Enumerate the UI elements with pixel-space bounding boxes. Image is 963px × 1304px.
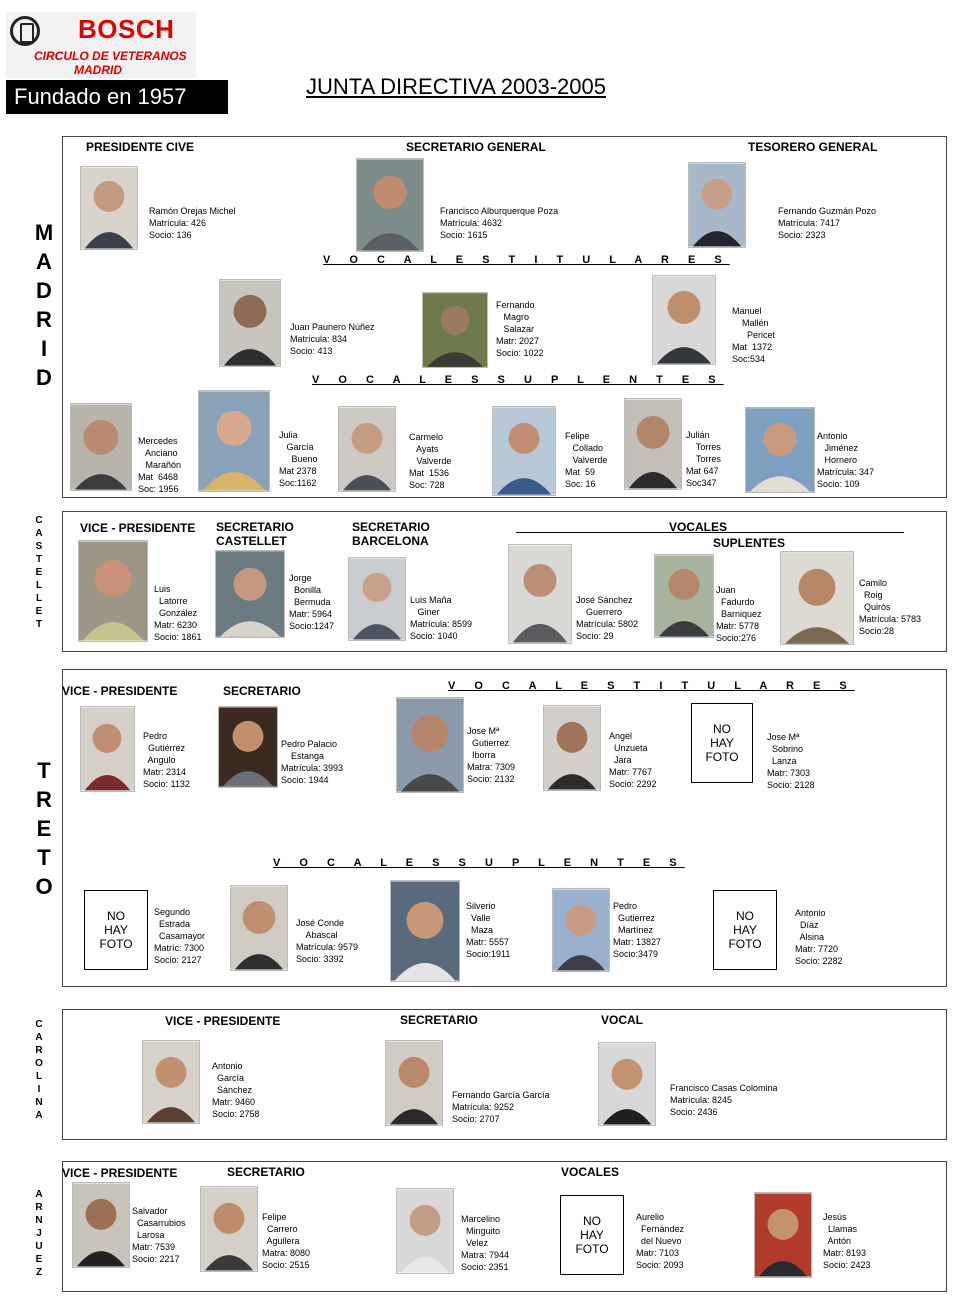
section-label-arnjuez: A R N J U E Z (35, 1189, 43, 1278)
member-photo (338, 406, 396, 492)
heading-presidente: PRESIDENTE CIVE (86, 140, 195, 154)
member-info: Mercedes Anciano Marañón Mat 6468 Soc: 1956 (138, 436, 182, 494)
member-info: Salvador Casarrubios Larosa Matr: 7539 Socio: 2217 (132, 1206, 186, 1264)
member-photo (230, 885, 288, 971)
heading-tesorero-general: TESORERO GENERAL (748, 140, 878, 154)
member-info: Manuel Mallén Pericet Mat 1372 Soc:534 (732, 306, 776, 364)
no-photo-placeholder: NO HAY FOTO (560, 1195, 624, 1275)
member-info: José Sánchez Guerrero Matrícula: 5802 Socio: 29 (576, 595, 639, 641)
member-info: Francisco Alburquerque Poza Matrícula: 4632 Socio: 1615 (440, 206, 559, 240)
member-info: Carmelo Ayats Valverde Mat 1536 Soc: 728 (409, 432, 452, 490)
member-photo (215, 550, 285, 638)
member-info: Julia García Bueno Mat 2378 Soc:1162 (279, 430, 318, 488)
member-info: Segundo Estrada Casamayor Matríc: 7300 Socio: 2127 (154, 907, 206, 965)
heading-vocales-titulares: V O C A L E S T I T U L A R E S (448, 680, 855, 692)
member-photo (654, 554, 714, 638)
heading-vocales: VOCALES (669, 520, 728, 534)
member-photo (219, 279, 281, 367)
member-info: Angel Unzueta Jara Matr: 7767 Socio: 2292 (609, 731, 657, 789)
member-photo (745, 407, 815, 493)
section-label-carolina: C A R O L I N A (35, 1019, 43, 1121)
logo-word: BOSCH (78, 14, 175, 44)
member-info: Pedro Palacio Estanga Matrícula: 3993 Socio: 1944 (281, 739, 344, 785)
member-photo (198, 390, 270, 492)
member-photo (396, 697, 464, 793)
member-photo (552, 888, 610, 972)
heading-secretario-general: SECRETARIO GENERAL (406, 140, 546, 154)
heading-vice-presidente: VICE - PRESIDENTE (80, 521, 196, 535)
member-info: Fernando García García Matrícula: 9252 Socio: 2707 (452, 1090, 550, 1124)
member-info: Felipe Collado Valverde Mat 59 Soc: 16 (565, 431, 608, 489)
heading-secretario-castellet: SECRETARIO CASTELLET (216, 520, 294, 548)
heading-vocales-suplentes: V O C A L E S S U P L E N T E S (273, 857, 685, 869)
member-info: Marcelino Minguito Velez Matra: 7944 Socio: 2351 (461, 1214, 510, 1272)
member-info: Juan Fadurdo Barniquez Matr: 5778 Socio:276 (716, 585, 762, 643)
member-photo (422, 292, 488, 368)
heading-vocales: VOCALES (561, 1165, 620, 1179)
member-photo (348, 557, 406, 641)
member-info: Juan Paunero Núñez Matrícula: 834 Socio: 413 (290, 322, 375, 356)
member-photo (70, 403, 132, 491)
heading-secretario: SECRETARIO (400, 1013, 478, 1027)
heading-secretario: SECRETARIO (223, 684, 301, 698)
no-photo-placeholder: NO HAY FOTO (691, 703, 753, 783)
member-photo (356, 158, 424, 252)
member-info: Felipe Carrero Aguilera Matra: 8080 Socio: 2515 (262, 1212, 311, 1270)
member-photo (780, 551, 854, 645)
heading-vocal: VOCAL (601, 1013, 643, 1027)
section-label-treto: T R E T O (35, 758, 53, 899)
member-photo (543, 705, 601, 791)
member-photo (218, 706, 278, 788)
member-info: Aurelio Fernández del Nuevo Matr: 7103 Socio: 2093 (636, 1212, 685, 1270)
founded-banner: Fundado en 1957 (6, 80, 228, 114)
member-info: Fernando Guzmán Pozo Matrícula: 7417 Socio: 2323 (778, 206, 877, 240)
member-photo (492, 406, 556, 496)
no-photo-placeholder: NO HAY FOTO (713, 890, 777, 970)
member-photo (385, 1040, 443, 1126)
member-info: Francisco Casas Colomina Matrícula: 8245 Socio: 2436 (670, 1083, 778, 1117)
heading-suplentes: SUPLENTES (713, 536, 786, 550)
member-photo (652, 275, 716, 365)
member-info: Jose Mª Gutierrez Iborra Matra: 7309 Socio: 2132 (467, 726, 516, 784)
member-info: Pedro Gutiérrez Angulo Matr: 2314 Socio: 1132 (143, 731, 190, 789)
member-photo (396, 1188, 454, 1274)
divider (516, 532, 904, 533)
member-photo (142, 1040, 200, 1124)
heading-vice-presidente: VICE - PRESIDENTE (62, 1166, 178, 1180)
member-info: Ramón Orejas Michel Matrícula: 426 Socio: 136 (149, 206, 236, 240)
member-photo (200, 1186, 258, 1272)
member-info: Luis Latorre González Matr: 6230 Socio: 1861 (154, 584, 202, 642)
member-info: Jesús Llamas Antón Matr: 8193 Socio: 2423 (823, 1212, 871, 1270)
member-photo (688, 162, 746, 248)
member-photo (80, 166, 138, 250)
heading-vice-presidente: VICE - PRESIDENTE (165, 1014, 281, 1028)
member-photo (508, 544, 572, 644)
member-info: Luis Maña Giner Matrícula: 8599 Socio: 1040 (410, 595, 473, 641)
section-label-madrid: M A D R I D (34, 220, 54, 390)
heading-secretario-barcelona: SECRETARIO BARCELONA (352, 520, 430, 548)
member-info: José Conde Abascal Matrícula: 9579 Socio: 3392 (296, 918, 359, 964)
member-info: Jose Mª Sobrino Lanza Matr: 7303 Socio: 2128 (767, 732, 815, 790)
section-label-castellet: C A S T E L L E T (35, 515, 43, 630)
member-photo (72, 1182, 130, 1268)
member-info: Antonio García Sánchez Matr: 9460 Socio: 2758 (212, 1061, 260, 1119)
member-photo (78, 540, 148, 642)
member-info: Antonio Jiménez Hornero Matrícula: 347 Socio: 109 (817, 431, 875, 489)
bosch-logo-icon (10, 16, 40, 46)
member-info: Jorge Bonilla Bermuda Matr: 5964 Socio:1247 (289, 573, 335, 631)
logo-subtitle-2: MADRID (74, 63, 122, 77)
heading-vocales-titulares: V O C A L E S T I T U L A R E S (323, 254, 730, 266)
member-info: Julián Torres Torres Mat 647 Soc347 (686, 430, 721, 488)
member-info: Antonio Díaz Alsina Matr: 7720 Socio: 2282 (795, 908, 843, 966)
heading-vice-presidente: VICE - PRESIDENTE (62, 684, 178, 698)
no-photo-placeholder: NO HAY FOTO (84, 890, 148, 970)
member-photo (80, 706, 135, 792)
member-photo (598, 1042, 656, 1126)
member-photo (624, 398, 682, 490)
member-photo (754, 1192, 812, 1278)
heading-vocales-suplentes: V O C A L E S S U P L E N T E S (312, 374, 724, 386)
page-title: JUNTA DIRECTIVA 2003-2005 (306, 74, 606, 99)
logo-subtitle-1: CIRCULO DE VETERANOS (34, 49, 187, 63)
member-info: Pedro Gutierrez Martínez Matr: 13827 Socio:3479 (613, 901, 662, 959)
member-info: Silverio Valle Maza Matr: 5557 Socio:1911 (466, 901, 511, 959)
heading-secretario: SECRETARIO (227, 1165, 305, 1179)
member-info: Fernando Magro Salazar Matr: 2027 Socio: 1022 (496, 300, 544, 358)
member-photo (390, 880, 460, 982)
member-info: Camilo Roig Quirós Matrícula: 5783 Socio:28 (859, 578, 922, 636)
